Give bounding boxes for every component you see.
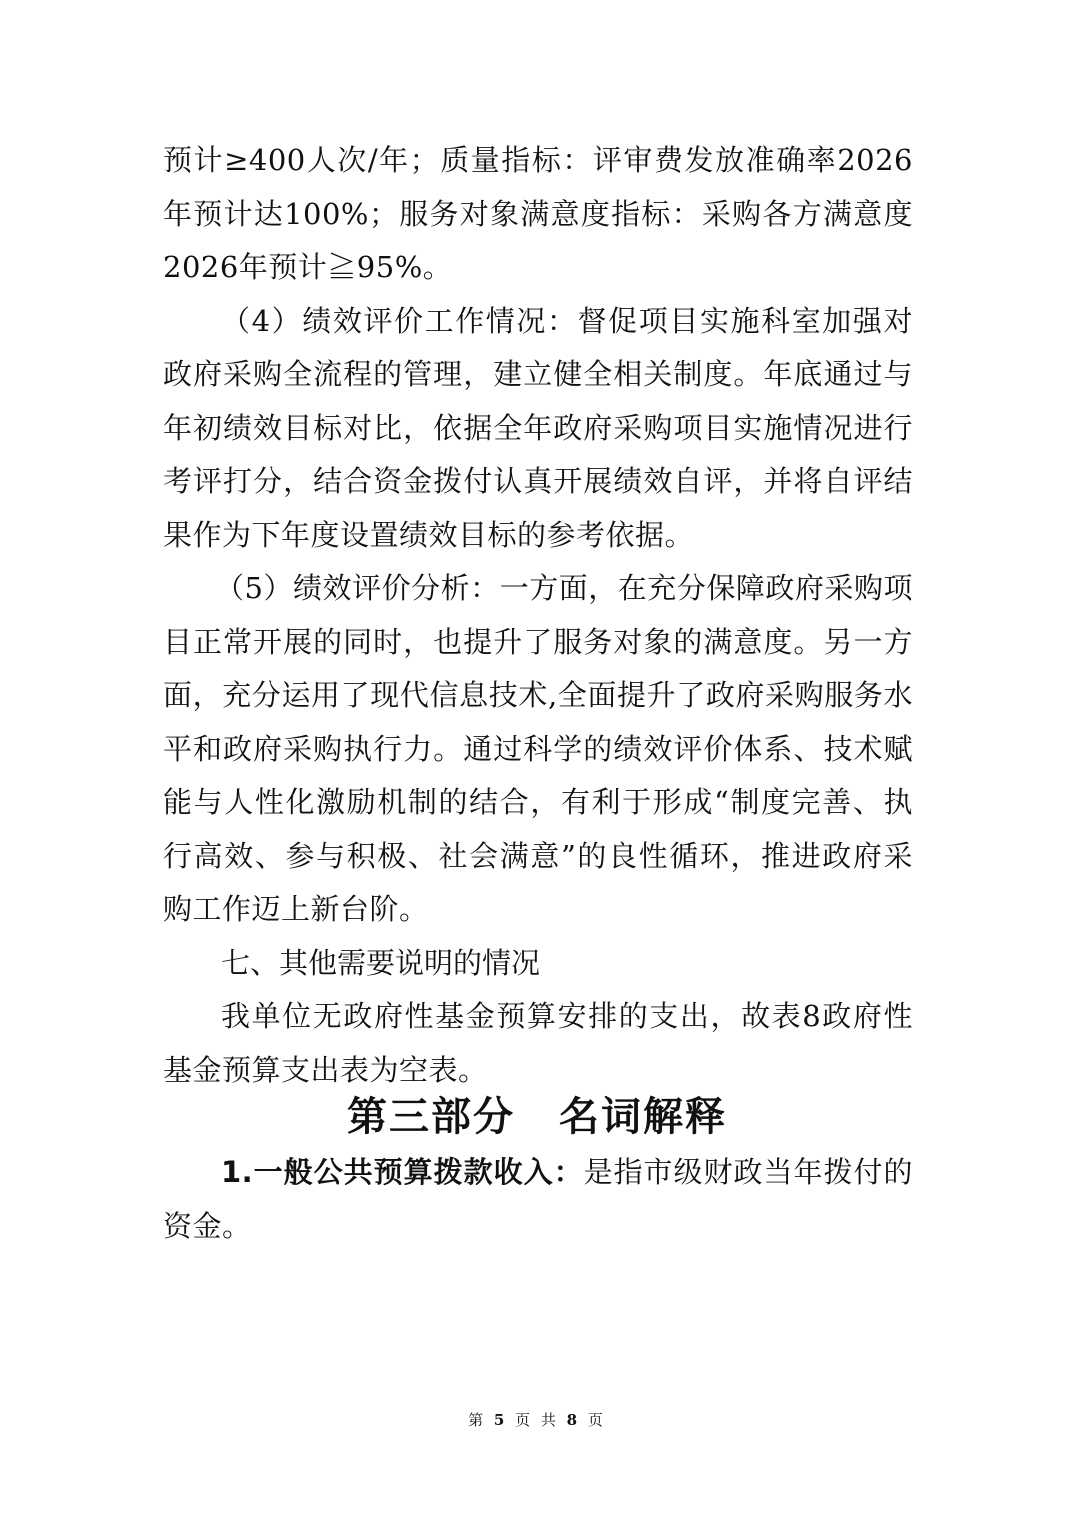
page-footer — [0, 1410, 1074, 1430]
term-definition: 是指市级财政当年拨付的资金。 — [163, 1155, 913, 1243]
section-heading-other: 七、其他需要说明的情况 — [221, 945, 541, 980]
footer-prefix: 第 — [468, 1411, 487, 1429]
paragraph-other-notes: 我单位无政府性基金预算安排的支出，故表8政府性基金预算支出表为空表。 — [163, 999, 913, 1087]
part-three-title — [0, 1087, 1074, 1147]
glossary-section — [163, 1146, 913, 1253]
part-title-right: 名词解释 — [559, 1093, 727, 1140]
paragraph-evaluation-work: （4）绩效评价工作情况：督促项目实施科室加强对政府采购全流程的管理，建立健全相关制度。年底通过与年初绩效目标对比，依据全年政府采购项目实施情况进行考评打分，结合资金拨付认真开展绩效自评，并将自评结果作为下年度设置绩效目标的参考依据。 — [163, 303, 913, 552]
paragraph-evaluation-analysis: （5）绩效评价分析：一方面，在充分保障政府采购项目正常开展的同时，也提升了服务对象的满意度。另一方面，充分运用了现代信息技术,全面提升了政府采购服务水平和政府采购执行力。通过科学的绩效评价体系、技术赋能与人性化激励机制的结合，有利于形成“制度完善、执行高效、参与积极、社会满意”的良性循环，推进政府采购工作迈上新台阶。 — [163, 571, 913, 926]
footer-suffix: 页 — [587, 1411, 606, 1429]
total-pages-number: 8 — [566, 1411, 581, 1429]
current-page-number: 5 — [493, 1411, 508, 1429]
body-content — [163, 134, 913, 1097]
term-label: 1.一般公共预算拨款收入： — [221, 1155, 584, 1189]
part-title-left: 第三部分 — [347, 1093, 515, 1140]
footer-middle: 页 共 — [515, 1411, 559, 1429]
paragraph-indicators: 预计≥400人次/年；质量指标：评审费发放准确率2026年预计达100%；服务对象满意度指标：采购各方满意度2026年预计≧95%。 — [163, 143, 913, 284]
glossary-term-1 — [163, 1146, 913, 1253]
